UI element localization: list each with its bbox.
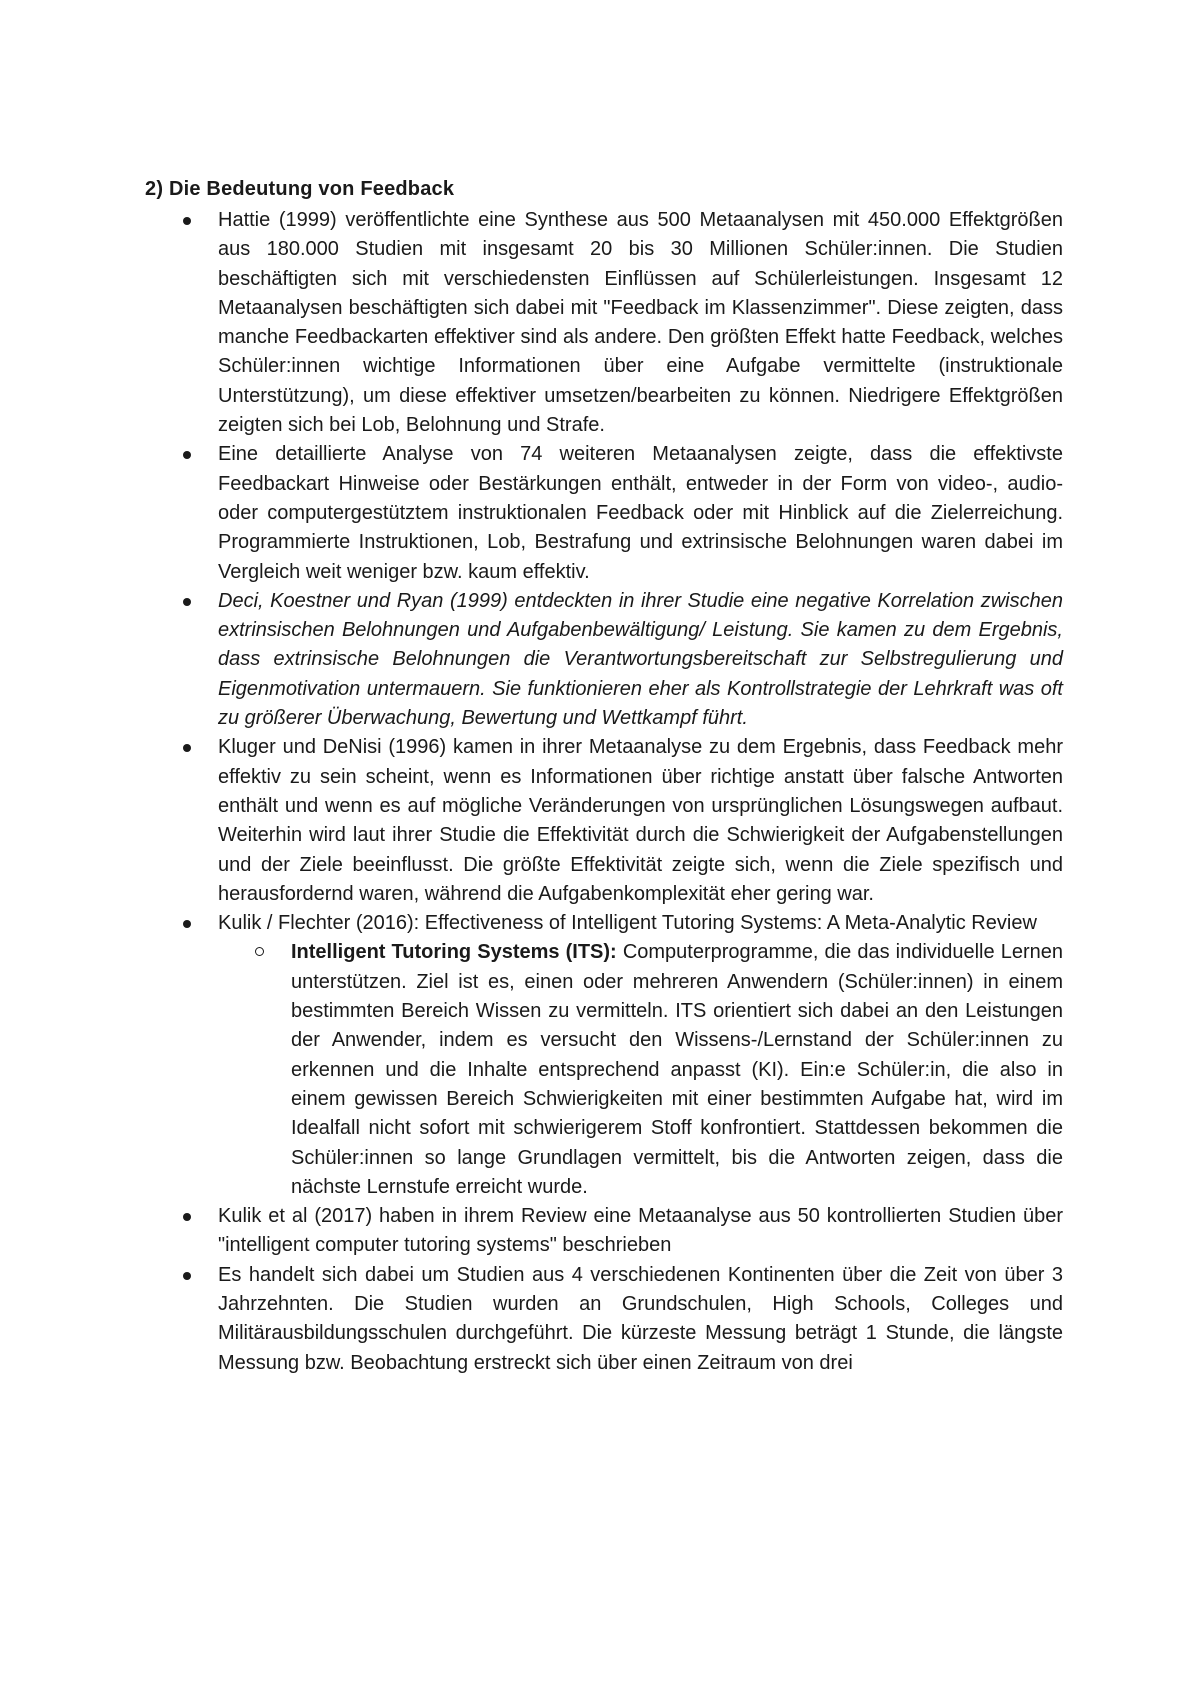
- document-body: [145, 175, 1063, 1378]
- sub-bullet-list: [218, 938, 1063, 1202]
- bullet-item-deci: Deci, Koestner und Ryan (1999) entdeckten in ihrer Studie eine negative Korrelation zwischen extrinsischen Belohnungen und Aufgabenbewältigung/ Leistung. Sie kamen zu dem Ergebnis, dass extrinsische Belohnungen die Verantwortungsbereitschaft zur Selbstregulierung und Eigenmotivation untermauern. Sie funktionieren eher als Kontrollstrategie der Lehrkraft was oft zu größerer Überwachung, Bewertung und Wettkampf führt.: [145, 587, 1063, 733]
- bullet-list: [145, 206, 1063, 1378]
- bullet-item-hattie: Hattie (1999) veröffentlichte eine Synthese aus 500 Metaanalysen mit 450.000 Effektgrößen aus 180.000 Studien mit insgesamt 20 bis 30 Millionen Schüler:innen. Die Studien beschäftigten sich mit verschiedensten Einflüssen auf Schülerleistungen. Insgesamt 12 Metaanalysen beschäftigten sich dabei mit "Feedback im Klassenzimmer". Diese zeigten, dass manche Feedbackarten effektiver sind als andere. Den größten Effekt hatte Feedback, welches Schüler:innen wichtige Informationen über eine Aufgabe vermittelte (instruktionale Unterstützung), um diese effektiver umsetzen/bearbeiten zu können. Niedrigere Effektgrößen zeigten sich bei Lob, Belohnung und Strafe.: [145, 206, 1063, 440]
- bullet-item-studies: Es handelt sich dabei um Studien aus 4 verschiedenen Kontinenten über die Zeit von über 3 Jahrzehnten. Die Studien wurden an Grundschulen, High Schools, Colleges und Militärausbildungsschulen durchgeführt. Die kürzeste Messung beträgt 1 Stunde, die längste Messung bzw. Beobachtung erstreckt sich über einen Zeitraum von drei: [145, 1261, 1063, 1378]
- bullet-item-kulik-2016: [145, 909, 1063, 1202]
- sub-bullet-term: Intelligent Tutoring Systems (ITS):: [291, 941, 617, 964]
- section-heading: 2) Die Bedeutung von Feedback: [145, 178, 455, 200]
- bullet-item-kulik-2017: Kulik et al (2017) haben in ihrem Review eine Metaanalyse aus 50 kontrollierten Studien über "intelligent computer tutoring systems" beschrieben: [145, 1202, 1063, 1261]
- bullet-item-kulik-2016-text: Kulik / Flechter (2016): Effectiveness of Intelligent Tutoring Systems: A Meta-Analytic Review: [218, 912, 1037, 935]
- sub-bullet-item-its: [218, 938, 1063, 1202]
- bullet-item-kluger: Kluger und DeNisi (1996) kamen in ihrer Metaanalyse zu dem Ergebnis, dass Feedback mehr effektiv zu sein scheint, wenn es Informationen über richtige anstatt über falsche Antworten enthält und wenn es auf mögliche Veränderungen von ursprünglichen Lösungswegen aufbaut. Weiterhin wird laut ihrer Studie die Effektivität durch die Schwierigkeit der Aufgabenstellungen und der Ziele beeinflusst. Die größte Effektivität zeigte sich, wenn die Ziele spezifisch und herausfordernd waren, während die Aufgabenkomplexität eher gering war.: [145, 733, 1063, 909]
- bullet-item-metaanalysis: Eine detaillierte Analyse von 74 weiteren Metaanalysen zeigte, dass die effektivste Feedbackart Hinweise oder Bestärkungen enthält, entweder in der Form von video-, audio- oder computergestütztem instruktionalen Feedback oder mit Hinblick auf die Zielerreichung. Programmierte Instruktionen, Lob, Bestrafung und extrinsische Belohnungen waren dabei im Vergleich weit weniger bzw. kaum effektiv.: [145, 440, 1063, 586]
- sub-bullet-text: Computerprogramme, die das individuelle Lernen unterstützen. Ziel ist es, einen oder mehreren Anwendern (Schüler:innen) in einem bestimmten Bereich Wissen zu vermitteln. ITS orientiert sich dabei an den Leistungen der Anwender, indem es versucht den Wissens-/Lernstand der Schüler:innen zu erkennen und die Inhalte entsprechend anpasst (KI). Ein:e Schüler:in, die also in einem gewissen Bereich Schwierigkeiten mit einer bestimmten Aufgabe hat, wird im Idealfall nicht sofort mit schwierigerem Stoff konfrontiert. Stattdessen bekommen die Schüler:innen so lange Grundlagen vermittelt, bis die Antworten zeigen, dass die nächste Lernstufe erreicht wurde.: [291, 941, 1063, 1198]
